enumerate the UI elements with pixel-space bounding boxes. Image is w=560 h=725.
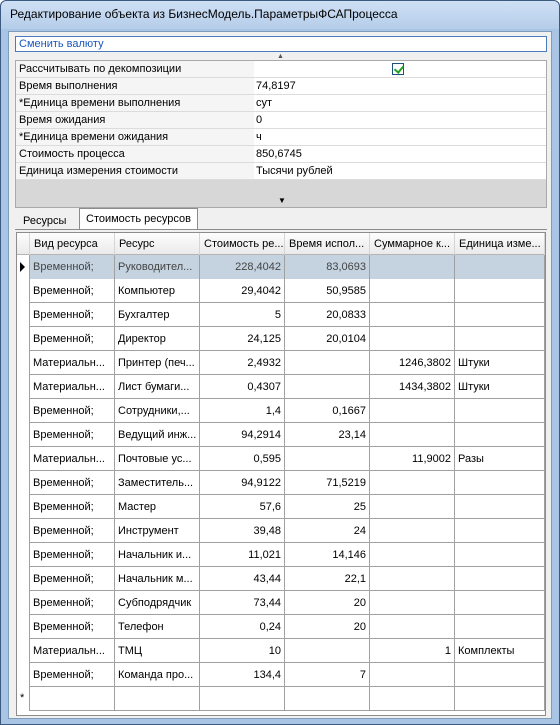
table-cell[interactable]: Заместитель... — [115, 471, 200, 495]
table-cell[interactable]: 1 — [370, 639, 455, 663]
row-indicator[interactable] — [17, 615, 30, 639]
decomposition-checkbox[interactable] — [392, 63, 404, 75]
table-cell[interactable]: Компьютер — [115, 279, 200, 303]
row-indicator[interactable] — [17, 351, 30, 375]
table-cell[interactable]: Ведущий инж... — [115, 423, 200, 447]
table-row[interactable] — [17, 567, 545, 591]
table-cell[interactable] — [455, 567, 545, 591]
table-row[interactable] — [17, 351, 545, 375]
window-client-area — [8, 31, 552, 719]
row-indicator[interactable] — [17, 327, 30, 351]
table-cell[interactable]: Временной; — [30, 615, 115, 639]
window-title: Редактирование объекта из БизнесМодель.ПараметрыФСАПроцесса — [10, 7, 398, 21]
table-row[interactable] — [17, 279, 545, 303]
properties-panel — [15, 60, 547, 208]
table-row[interactable] — [17, 495, 545, 519]
property-name: Единица измерения стоимости — [16, 163, 254, 180]
table-cell[interactable]: Телефон — [115, 615, 200, 639]
table-cell[interactable] — [455, 615, 545, 639]
table-cell[interactable] — [455, 423, 545, 447]
table-cell[interactable]: Временной; — [30, 567, 115, 591]
table-cell[interactable]: Штуки — [455, 375, 545, 399]
table-cell[interactable] — [455, 687, 545, 711]
table-cell[interactable] — [370, 567, 455, 591]
property-value[interactable]: Тысячи рублей — [254, 163, 546, 180]
table-cell[interactable]: 134,4 — [200, 663, 285, 687]
header-corner — [17, 233, 30, 255]
row-indicator[interactable] — [17, 423, 30, 447]
row-indicator[interactable] — [17, 255, 30, 279]
row-indicator[interactable] — [17, 399, 30, 423]
table-cell[interactable]: Комплекты — [455, 639, 545, 663]
table-cell[interactable]: 2,4932 — [200, 351, 285, 375]
property-value[interactable]: ч — [254, 129, 546, 146]
table-cell[interactable]: Мастер — [115, 495, 200, 519]
row-indicator[interactable] — [17, 567, 30, 591]
column-header[interactable]: Суммарное к... — [370, 233, 455, 255]
property-value[interactable]: сут — [254, 95, 546, 112]
table-row[interactable] — [17, 303, 545, 327]
table-cell[interactable]: 14,146 — [285, 543, 370, 567]
table-cell[interactable] — [370, 519, 455, 543]
table-cell[interactable] — [370, 303, 455, 327]
table-cell[interactable]: 7 — [285, 663, 370, 687]
property-row — [16, 61, 546, 78]
table-cell[interactable]: Временной; — [30, 663, 115, 687]
column-header[interactable]: Время испол... — [285, 233, 370, 255]
tab-resource-costs[interactable]: Стоимость ресурсов — [79, 208, 198, 230]
grid-header — [17, 233, 545, 255]
row-indicator[interactable] — [17, 495, 30, 519]
row-indicator[interactable] — [17, 471, 30, 495]
table-row[interactable] — [17, 399, 545, 423]
column-header[interactable]: Ресурс — [115, 233, 200, 255]
table-cell[interactable]: 20,0104 — [285, 327, 370, 351]
table-cell[interactable]: 0,1667 — [285, 399, 370, 423]
property-value[interactable]: 74,8197 — [254, 78, 546, 95]
table-cell[interactable]: 57,6 — [200, 495, 285, 519]
table-cell[interactable]: 1246,3802 — [370, 351, 455, 375]
row-indicator[interactable] — [17, 447, 30, 471]
table-cell[interactable] — [370, 663, 455, 687]
table-cell[interactable] — [455, 303, 545, 327]
title-bar[interactable] — [1, 1, 559, 29]
row-indicator[interactable] — [17, 591, 30, 615]
table-row[interactable] — [17, 663, 545, 687]
table-cell[interactable]: Субподрядчик — [115, 591, 200, 615]
table-row[interactable] — [17, 519, 545, 543]
table-cell[interactable]: 10 — [200, 639, 285, 663]
table-cell[interactable] — [455, 471, 545, 495]
table-cell[interactable] — [370, 327, 455, 351]
table-cell[interactable]: Временной; — [30, 423, 115, 447]
table-cell[interactable]: 43,44 — [200, 567, 285, 591]
table-cell[interactable]: 1,4 — [200, 399, 285, 423]
table-cell[interactable]: 94,2914 — [200, 423, 285, 447]
property-value[interactable] — [254, 61, 546, 78]
table-cell[interactable]: Разы — [455, 447, 545, 471]
table-row[interactable] — [17, 375, 545, 399]
table-cell[interactable]: 94,9122 — [200, 471, 285, 495]
property-name: *Единица времени ожидания — [16, 129, 254, 146]
table-cell[interactable]: Штуки — [455, 351, 545, 375]
table-cell[interactable]: 0,595 — [200, 447, 285, 471]
table-cell[interactable]: Начальник и... — [115, 543, 200, 567]
table-row[interactable] — [17, 447, 545, 471]
property-name: Время ожидания — [16, 112, 254, 129]
table-cell[interactable] — [370, 471, 455, 495]
table-cell[interactable] — [455, 255, 545, 279]
table-cell[interactable]: Материальн... — [30, 351, 115, 375]
row-indicator[interactable] — [17, 519, 30, 543]
table-row[interactable] — [17, 423, 545, 447]
tab-divider — [15, 229, 547, 230]
table-cell[interactable]: 1434,3802 — [370, 375, 455, 399]
table-cell[interactable]: 39,48 — [200, 519, 285, 543]
table-cell[interactable] — [370, 615, 455, 639]
change-currency-link[interactable]: Сменить валюту — [15, 36, 547, 52]
table-cell[interactable] — [285, 351, 370, 375]
table-cell[interactable] — [455, 495, 545, 519]
table-cell[interactable]: Принтер (печ... — [115, 351, 200, 375]
table-cell[interactable]: 22,1 — [285, 567, 370, 591]
table-cell[interactable] — [200, 687, 285, 711]
table-cell[interactable]: 83,0693 — [285, 255, 370, 279]
table-cell[interactable]: Временной; — [30, 255, 115, 279]
table-cell[interactable]: 11,021 — [200, 543, 285, 567]
table-cell[interactable]: 73,44 — [200, 591, 285, 615]
table-cell[interactable] — [115, 687, 200, 711]
table-cell[interactable] — [285, 639, 370, 663]
property-row — [16, 146, 546, 163]
table-cell[interactable]: 29,4042 — [200, 279, 285, 303]
property-row — [16, 129, 546, 146]
table-cell[interactable] — [455, 591, 545, 615]
property-value[interactable]: 0 — [254, 112, 546, 129]
column-header[interactable]: Единица изме... — [455, 233, 545, 255]
new-row[interactable] — [17, 687, 545, 711]
table-cell[interactable] — [455, 279, 545, 303]
resource-cost-grid — [16, 232, 546, 716]
table-cell[interactable] — [370, 687, 455, 711]
collapse-down-icon[interactable]: ▼ — [278, 196, 286, 205]
table-cell[interactable]: Сотрудники,... — [115, 399, 200, 423]
property-name: Стоимость процесса — [16, 146, 254, 163]
table-row[interactable] — [17, 543, 545, 567]
property-row — [16, 163, 546, 180]
table-cell[interactable] — [455, 519, 545, 543]
table-row[interactable] — [17, 615, 545, 639]
table-cell[interactable]: 20 — [285, 591, 370, 615]
table-cell[interactable]: Материальн... — [30, 447, 115, 471]
table-cell[interactable]: 50,9585 — [285, 279, 370, 303]
table-cell[interactable]: Почтовые ус... — [115, 447, 200, 471]
table-cell[interactable] — [370, 399, 455, 423]
table-cell[interactable] — [455, 399, 545, 423]
table-cell[interactable]: 24,125 — [200, 327, 285, 351]
table-cell[interactable]: Временной; — [30, 327, 115, 351]
table-cell[interactable]: 23,14 — [285, 423, 370, 447]
table-cell[interactable]: Начальник м... — [115, 567, 200, 591]
table-cell[interactable] — [370, 495, 455, 519]
table-row[interactable] — [17, 591, 545, 615]
table-cell[interactable]: 0,24 — [200, 615, 285, 639]
tab-resources[interactable]: Ресурсы — [23, 215, 67, 227]
table-cell[interactable]: Инструмент — [115, 519, 200, 543]
table-cell[interactable] — [285, 687, 370, 711]
table-cell[interactable] — [370, 279, 455, 303]
table-cell[interactable]: Временной; — [30, 303, 115, 327]
table-cell[interactable] — [30, 687, 115, 711]
property-row — [16, 95, 546, 112]
table-cell[interactable]: 20,0833 — [285, 303, 370, 327]
table-cell[interactable]: Временной; — [30, 399, 115, 423]
table-cell[interactable]: 25 — [285, 495, 370, 519]
row-indicator[interactable] — [17, 663, 30, 687]
table-cell[interactable] — [455, 543, 545, 567]
table-cell[interactable]: Временной; — [30, 591, 115, 615]
table-cell[interactable] — [285, 375, 370, 399]
table-cell[interactable]: Директор — [115, 327, 200, 351]
tab-strip — [15, 208, 547, 230]
table-cell[interactable] — [370, 423, 455, 447]
row-indicator[interactable] — [17, 303, 30, 327]
column-header[interactable]: Вид ресурса — [30, 233, 115, 255]
table-cell[interactable]: Руководител... — [115, 255, 200, 279]
table-cell[interactable]: Временной; — [30, 543, 115, 567]
table-cell[interactable]: 0,4307 — [200, 375, 285, 399]
property-name: Время выполнения — [16, 78, 254, 95]
table-cell[interactable] — [285, 447, 370, 471]
column-header[interactable]: Стоимость ре... — [200, 233, 285, 255]
properties-footer — [16, 196, 546, 207]
table-cell[interactable]: 24 — [285, 519, 370, 543]
table-row[interactable] — [17, 255, 545, 279]
property-name: *Единица времени выполнения — [16, 95, 254, 112]
row-indicator[interactable] — [17, 279, 30, 303]
table-cell[interactable] — [370, 255, 455, 279]
table-cell[interactable] — [455, 327, 545, 351]
table-cell[interactable]: Временной; — [30, 471, 115, 495]
row-indicator[interactable] — [17, 639, 30, 663]
table-cell[interactable]: 71,5219 — [285, 471, 370, 495]
table-row[interactable] — [17, 327, 545, 351]
table-row[interactable] — [17, 471, 545, 495]
table-cell[interactable]: Временной; — [30, 519, 115, 543]
row-indicator[interactable] — [17, 687, 30, 711]
property-row — [16, 78, 546, 95]
table-cell[interactable]: 5 — [200, 303, 285, 327]
table-cell[interactable]: 228,4042 — [200, 255, 285, 279]
property-value[interactable]: 850,6745 — [254, 146, 546, 163]
table-cell[interactable]: 11,9002 — [370, 447, 455, 471]
table-cell[interactable]: Материальн... — [30, 375, 115, 399]
collapse-up-icon[interactable]: ▲ — [277, 53, 284, 60]
row-indicator[interactable] — [17, 543, 30, 567]
table-cell[interactable]: Материальн... — [30, 639, 115, 663]
table-cell[interactable]: Временной; — [30, 279, 115, 303]
current-row-arrow-icon — [20, 262, 25, 272]
table-cell[interactable] — [370, 543, 455, 567]
table-cell[interactable]: ТМЦ — [115, 639, 200, 663]
new-row-marker: * — [20, 692, 25, 704]
property-name: Рассчитывать по декомпозиции — [16, 61, 254, 78]
table-cell[interactable] — [370, 591, 455, 615]
table-cell[interactable]: Бухгалтер — [115, 303, 200, 327]
table-cell[interactable]: 20 — [285, 615, 370, 639]
table-cell[interactable]: Временной; — [30, 495, 115, 519]
row-indicator[interactable] — [17, 375, 30, 399]
table-row[interactable] — [17, 639, 545, 663]
table-cell[interactable]: Команда про... — [115, 663, 200, 687]
table-cell[interactable]: Лист бумаги... — [115, 375, 200, 399]
property-row — [16, 112, 546, 129]
table-cell[interactable] — [455, 663, 545, 687]
